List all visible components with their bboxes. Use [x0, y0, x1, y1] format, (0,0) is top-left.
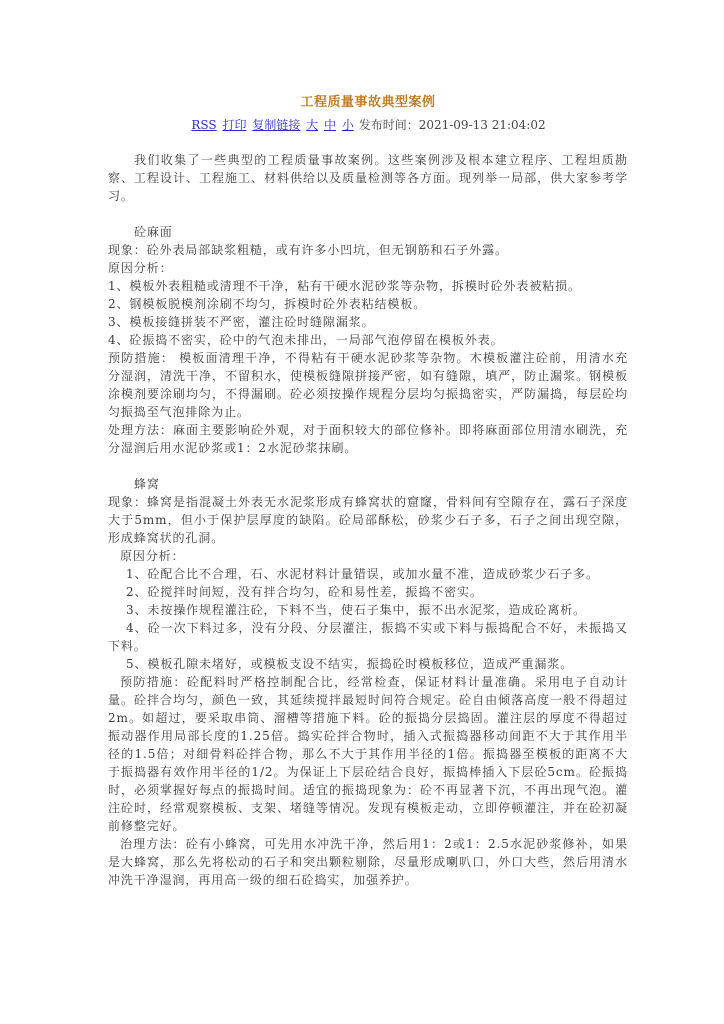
- font-large-link[interactable]: 大: [306, 118, 319, 132]
- font-medium-link[interactable]: 中: [324, 118, 337, 132]
- section1-cause-1: 1、模板外表粗糙或清理不干净，粘有干硬水泥砂浆等杂物，拆模时砼外表被粘损。: [108, 279, 581, 293]
- section1-cause-4: 4、砼振捣不密实，砼中的气泡未排出，一局部气泡停留在模板外表。: [108, 333, 504, 347]
- font-small-link[interactable]: 小: [341, 118, 354, 132]
- article-title: 工程质量事故典型案例: [300, 95, 436, 110]
- section1-cause-2: 2、钢模板脱模剂涂刷不均匀，拆模时砼外表粘结模板。: [108, 297, 427, 311]
- section2-cause-3: 3、未按操作规程灌注砼，下料不当，使石子集中，振不出水泥浆，造成砼离析。: [126, 603, 587, 617]
- section1-prevention: 预防措施： 模板面清理干净，不得粘有干硬水泥砂浆等杂物。木模板灌注砼前，用清水充分湿润，清洗干净，不留积水，使模板缝隙拼接严密，如有缝隙，填严，防止漏浆。钢模板涂模剂要涂刷均匀，不得漏刷。砼必须按操作规程分层均匀振捣密实，严防漏捣，每层砼均匀振捣至气泡排除为止。: [108, 351, 628, 419]
- rss-link[interactable]: RSS: [191, 118, 217, 132]
- intro-paragraph: 我们收集了一些典型的工程质量事故案例。这些案例涉及根本建立程序、工程坦质勘察、工程设计、工程施工、材料供给以及质量检测等各方面。现列举一局部，供大家参考学习。: [108, 153, 628, 203]
- section1-treatment: 处理方法：麻面主要影响砼外观，对于面积较大的部位修补。即将麻面部位用清水刷洗，充分湿润后用水泥砂浆或1：2水泥砂浆抹刷。: [108, 423, 628, 455]
- section2-phenomenon: 现象：蜂窝是指混凝土外表无水泥浆形成有蜂窝状的窟窿，骨料间有空隙存在，露石子深度大于5mm，但小于保护层厚度的缺陷。砼局部酥松，砂浆少石子多，石子之间出现空隙，形成蜂窝状的孔洞。: [108, 495, 628, 545]
- section2-treatment: 治理方法：砼有小蜂窝，可先用水冲洗干净，然后用1：2或1：2.5水泥砂浆修补，如果是大蜂窝，那么先将松动的石子和突出颗粒剔除，尽量形成喇叭口，外口大些，然后用清水冲洗干净湿润，再用高一级的细石砼捣实，加强养护。: [108, 837, 628, 887]
- article: [108, 94, 628, 889]
- section2-cause-label: 原因分析：: [120, 549, 185, 563]
- section2-cause-1: 1、砼配合比不合理，石、水泥材料计量错误，或加水量不准，造成砂浆少石子多。: [126, 567, 599, 581]
- section2-cause-5: 5、模板孔隙未堵好，或模板支设不结实，振捣砼时模板移位，造成严重漏浆。: [126, 657, 574, 671]
- section2-cause-4: 4、砼一次下料过多，没有分段、分层灌注，振捣不实或下料与振捣配合不好，未振捣又下料。: [108, 621, 628, 653]
- print-link[interactable]: 打印: [222, 118, 247, 132]
- article-meta: [108, 117, 628, 133]
- section1-phenomenon: 现象：砼外表局部缺浆粗糙，或有许多小凹坑，但无钢筋和石子外露。: [108, 243, 508, 257]
- section1-cause-label: 原因分析：: [108, 261, 173, 275]
- copy-link-link[interactable]: 复制链接: [252, 118, 301, 132]
- publish-time: 发布时间：2021-09-13 21:04:02: [358, 118, 546, 132]
- section1-cause-3: 3、模板接缝拼装不严密，灌注砼时缝隙漏浆。: [108, 315, 375, 329]
- section2-prevention: 预防措施：砼配料时严格控制配合比，经常检查，保证材料计量准确。采用电子自动计量。砼拌合均匀，颜色一致，其延续搅拌最短时间符合规定。砼自由倾落高度一般不得超过2m。如超过，要采取串筒、溜槽等措施下料。砼的振捣分层捣固。灌注层的厚度不得超过振动器作用局部长度的1.25倍。捣实砼拌合物时，插入式振捣器移动间距不大于其作用半径的1.5倍；对细骨料砼拌合物，那么不大于其作用半径的1倍。振捣器至模板的距离不大于振捣器有效作用半径的1/2。为保证上下层砼结合良好，振捣棒插入下层砼5cm。砼振捣时，必须掌握好每点的振捣时间。适宜的振捣现象为：砼不再显著下沉，不再出现气泡。灌注砼时，经常观察模板、支架、堵缝等情况。发现有模板走动，立即停顿灌注，并在砼初凝前修整完好。: [108, 675, 628, 833]
- section2-heading: 蜂窝: [134, 477, 160, 491]
- section2-cause-2: 2、砼搅拌时间短，没有拌合均匀，砼和易性差，振捣不密实。: [126, 585, 483, 599]
- section1-heading: 砼麻面: [134, 225, 173, 239]
